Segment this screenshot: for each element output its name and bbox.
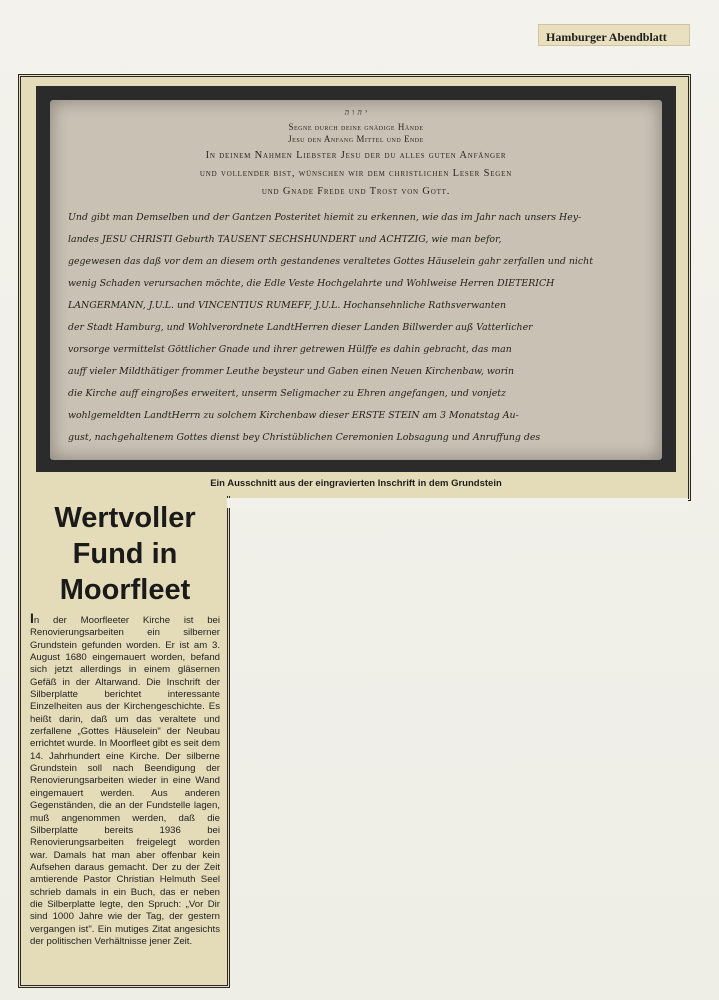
hebrew-tetragram: י ה ו ה: [344, 108, 368, 117]
inscription-script-line: vorsorge vermittelst Göttlicher Gnade und ihrer getrewen Hülffe es dahin gebracht, das man: [68, 344, 512, 355]
inscription-script-line: der Stadt Hamburg, und Wohlverordnete LandtHerren dieser Landen Billwerder auß Vatterlicher: [68, 322, 533, 333]
inscription-script-line: landes JESU CHRISTI Geburth TAUSENT SECHSHUNDERT und ACHTZIG, wie man befor,: [68, 234, 502, 245]
inscription-line-1: Segne durch deine gnädige Hände: [288, 122, 424, 132]
headline-line: Moorfleet: [59, 574, 191, 606]
headline-line: Wertvoller: [54, 502, 196, 534]
inscription-script-line: wenig Schaden verursachen möchte, die Edle Veste Hochgelahrte und Wohlweise Herren DIETERICH: [68, 278, 555, 289]
inscription-line-5: und Gnade Frede und Trost von Gott.: [261, 186, 451, 197]
article-headline: [26, 500, 224, 608]
newspaper-source-label: Hamburger Abendblatt: [538, 24, 690, 46]
article-dropcap: I: [30, 610, 34, 626]
inscription-script-line: Und gibt man Demselben und der Gantzen Posteritet hiemit zu erkennen, wie das im Jahr nach unsers Hey-: [68, 212, 582, 223]
article-body: [30, 612, 220, 948]
clipping-notch: [227, 498, 688, 508]
inscription-script-line: gegewesen das daß vor dem an diesem orth gestandenes veraltetes Gottes Häuselein gahr zerfallen und nicht: [68, 256, 593, 267]
inscription-line-3: In deinem Nahmen Liebster Jesu der du alles guten Anfänger: [205, 150, 507, 161]
inscription-script-line: LANGERMANN, J.U.L. und VINCENTIUS RUMEFF, J.U.L. Hochansehnliche Rathsverwanten: [68, 300, 507, 311]
headline-line: Fund in: [72, 538, 178, 570]
inscription-script-line: gust, nachgehaltenem Gottes dienst bey Christüblichen Ceremonien Lobsagung und Anruffung des: [68, 432, 541, 443]
article-text: n der Moorfleeter Kirche ist bei Renovierungsarbeiten ein silberner Grundstein gefunden worden. Er ist am 3. August 1680 eingemauert worden, befand sich jetzt allerdings in einem gläsernen Gefäß in der Altarwand. Die Inschrift der Silberplatte berichtet interessante Einzelheiten aus der Kirchengeschichte. Es heißt darin, daß um das veraltete und zerfallene „Gottes Häuselein" der Neubau errichtet wurde. In Moorfleet gibt es seit dem 14. Jahrhundert eine Kirche. Der silberne Grundstein soll nach Beendigung der Renovierungsarbeiten wieder in eine Wand eingemauert werden. Aus anderen Gegenständen, die an der Fundstelle lagen, muß angenommen werden, daß die Silberplatte bereits 1936 bei Renovierungsarbeiten freigelegt worden war. Damals hat man aber offenbar kein Aufsehen daraus gemacht. Der zu der Zeit amtierende Pastor Christian Helmuth Seel schrieb damals in ein Buch, das er neben die Silberplatte legte, den Spruch: „Vor Dir sind 1000 Jahre wie der Tag, der gestern vergangen ist". Ein mutiges Zitat angesichts der politischen Verhältnisse jener Zeit.: [30, 615, 220, 947]
inscription-line-4: und vollender bist, wünschen wir dem christlichen Leser Segen: [199, 168, 513, 179]
inscription-script-line: wohlgemeldten LandtHerrn zu solchem Kirchenbaw dieser ERSTE STEIN am 3 Monatstag Au-: [68, 410, 519, 421]
photo-caption: Ein Ausschnitt aus der eingravierten Inschrift in dem Grundstein: [210, 478, 502, 489]
inscription-script-line: die Kirche auff eingroßes erweitert, unserm Seligmacher zu Ehren angefangen, und vonjetz: [68, 388, 506, 399]
inscription-line-2: Jesu den Anfang Mittel und Ende: [288, 134, 424, 144]
inscription-script-line: auff vieler Mildthätiger frommer Leuthe beysteur und Gaben einen Neuen Kirchenbaw, worin: [68, 366, 515, 377]
silver-plate-photo: [50, 100, 662, 460]
